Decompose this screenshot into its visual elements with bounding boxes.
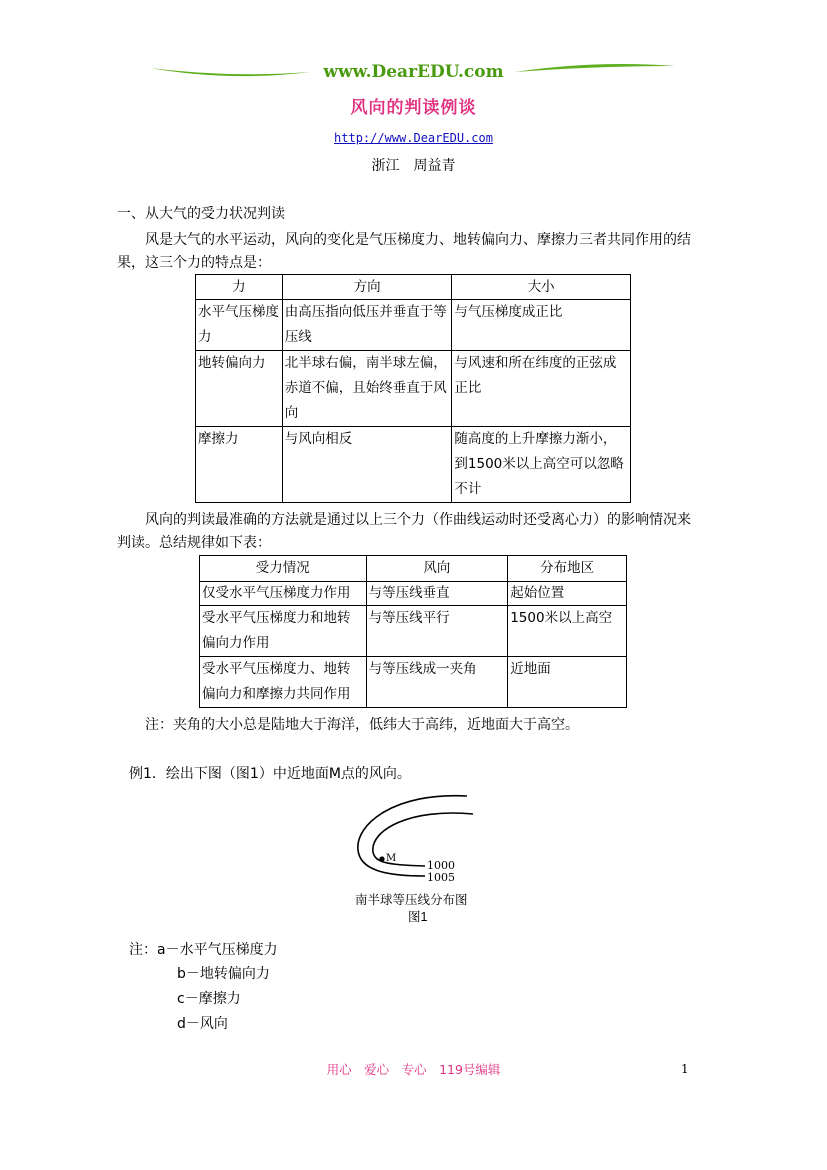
- table-cell: 摩擦力: [196, 427, 283, 503]
- isobar-label-1005: 1005: [427, 871, 455, 884]
- table-cell: 受水平气压梯度力和地转偏向力作用: [200, 606, 367, 657]
- paragraph-line: 果，这三个力的特点是：: [117, 255, 271, 271]
- paragraph-line: 风是大气的水平运动，风向的变化是气压梯度力、地转偏向力、摩擦力三者共同作用的结: [145, 232, 691, 248]
- table-header-cell: 分布地区: [508, 556, 627, 582]
- forces-table: [195, 274, 631, 503]
- footer-text: 用心 爱心 专心 119号编辑: [326, 1062, 501, 1077]
- figure-number: 图1: [408, 910, 428, 924]
- table-cell: 与风速和所在纬度的正弦成正比: [452, 351, 631, 427]
- table-cell: 与气压梯度成正比: [452, 300, 631, 351]
- source-link[interactable]: http://www.DearEDU.com: [334, 131, 493, 145]
- table-cell: 由高压指向低压并垂直于等压线: [282, 300, 452, 351]
- banner-text: www.DearEDU.com: [323, 62, 504, 82]
- table-header-cell: 风向: [366, 556, 508, 582]
- table-cell: 受水平气压梯度力、地转偏向力和摩擦力共同作用: [200, 657, 367, 708]
- table-row: [200, 606, 627, 657]
- table-cell: 仅受水平气压梯度力作用: [200, 582, 367, 606]
- table-cell: 与等压线垂直: [366, 582, 508, 606]
- point-m-label: M: [386, 853, 397, 864]
- table-cell: 1500米以上高空: [508, 606, 627, 657]
- table-cell: 起始位置: [508, 582, 627, 606]
- table-row: [200, 582, 627, 606]
- table-header-cell: 方向: [282, 275, 452, 300]
- page-title: 风向的判读例谈: [350, 98, 477, 118]
- figure-caption: 南半球等压线分布图: [355, 893, 468, 907]
- point-m-marker: [379, 856, 384, 861]
- table-cell: 与等压线平行: [366, 606, 508, 657]
- table-header-cell: 受力情况: [200, 556, 367, 582]
- table-header-cell: 力: [196, 275, 283, 300]
- note-line: 注：夹角的大小总是陆地大于海洋，低纬大于高纬，近地面大于高空。: [145, 717, 579, 733]
- note-line: b－地转偏向力: [177, 966, 270, 982]
- section-heading: 一、从大气的受力状况判读: [117, 206, 285, 222]
- note-line: c－摩擦力: [177, 991, 241, 1007]
- page-number: 1: [681, 1062, 689, 1076]
- table-cell: 水平气压梯度力: [196, 300, 283, 351]
- table-row: [200, 657, 627, 708]
- author-line: 浙江 周益青: [371, 158, 456, 174]
- wind-rules-table: [199, 555, 627, 708]
- table-row: [196, 427, 631, 503]
- isobar-label-1000: 1000: [427, 859, 455, 872]
- paragraph-line: 风向的判读最准确的方法就是通过以上三个力（作曲线运动时还受离心力）的影响情况来: [145, 512, 691, 528]
- example-heading: 例1．绘出下图（图1）中近地面M点的风向。: [129, 766, 411, 782]
- table-cell: 北半球右偏，南半球左偏，赤道不偏，且始终垂直于风向: [282, 351, 452, 427]
- note-line: d－风向: [177, 1016, 228, 1032]
- table-cell: 近地面: [508, 657, 627, 708]
- table-cell: 与等压线成一夹角: [366, 657, 508, 708]
- table-cell: 随高度的上升摩擦力渐小，到1500米以上高空可以忽略不计: [452, 427, 631, 503]
- paragraph-line: 判读。总结规律如下表：: [117, 535, 271, 551]
- table-row: [196, 351, 631, 427]
- table-header-cell: 大小: [452, 275, 631, 300]
- isobar-figure: [355, 790, 495, 890]
- table-header-row: [196, 275, 631, 300]
- table-cell: 地转偏向力: [196, 351, 283, 427]
- table-cell: 与风向相反: [282, 427, 452, 503]
- note-line: 注：a－水平气压梯度力: [129, 942, 278, 958]
- table-row: [196, 300, 631, 351]
- table-header-row: [200, 556, 627, 582]
